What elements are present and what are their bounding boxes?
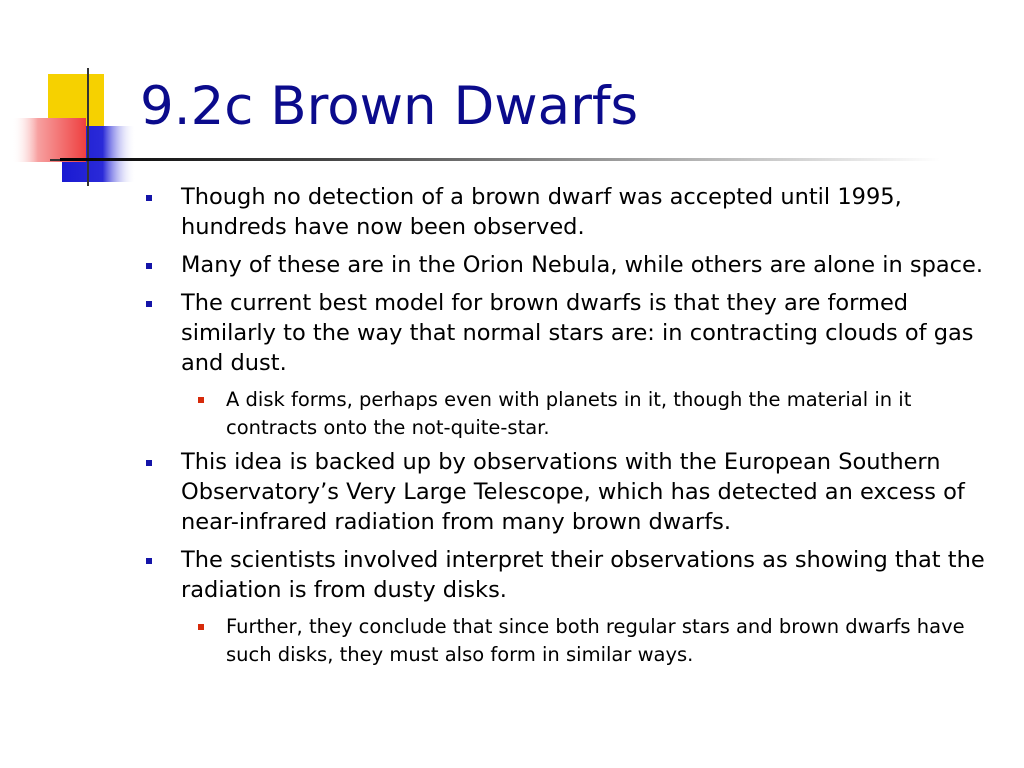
- bullet-square-icon: [146, 301, 152, 307]
- sub-bullet-square-icon: [198, 624, 204, 630]
- bullet-list: [146, 182, 1006, 674]
- bullet-square-icon: [146, 460, 152, 466]
- red-square: [12, 118, 86, 162]
- slide-title: 9.2c Brown Dwarfs: [140, 76, 639, 137]
- title-underline: [60, 158, 940, 161]
- bullet-square-icon: [146, 558, 152, 564]
- sub-bullet-item: [146, 613, 1006, 669]
- sub-bullet-text: A disk forms, perhaps even with planets in it, though the material in it contracts onto the not-quite-star.: [226, 388, 912, 439]
- bullet-text: This idea is backed up by observations with the European Southern Observatory’s Very Large Telescope, which has detected an excess of near-infrared radiation from many brown dwarfs.: [181, 449, 965, 535]
- bullet-square-icon: [146, 195, 152, 201]
- sub-bullet-text: Further, they conclude that since both regular stars and brown dwarfs have such disks, they must also form in similar ways.: [226, 615, 965, 666]
- bullet-item: [146, 288, 1006, 378]
- bullet-text: Though no detection of a brown dwarf was accepted until 1995, hundreds have now been observed.: [181, 184, 902, 240]
- bullet-item: [146, 447, 1006, 537]
- bullet-item: [146, 545, 1006, 605]
- bullet-item: [146, 250, 1006, 280]
- sub-bullet-square-icon: [198, 397, 204, 403]
- corner-decoration: [0, 0, 160, 200]
- bullet-text: The current best model for brown dwarfs is that they are formed similarly to the way that normal stars are: in contracting clouds of gas and dust.: [181, 290, 974, 376]
- sub-bullet-item: [146, 386, 1006, 442]
- bullet-text: The scientists involved interpret their observations as showing that the radiation is from dusty disks.: [181, 547, 985, 603]
- bullet-square-icon: [146, 263, 152, 269]
- bullet-text: Many of these are in the Orion Nebula, while others are alone in space.: [181, 252, 984, 278]
- bullet-item: [146, 182, 1006, 242]
